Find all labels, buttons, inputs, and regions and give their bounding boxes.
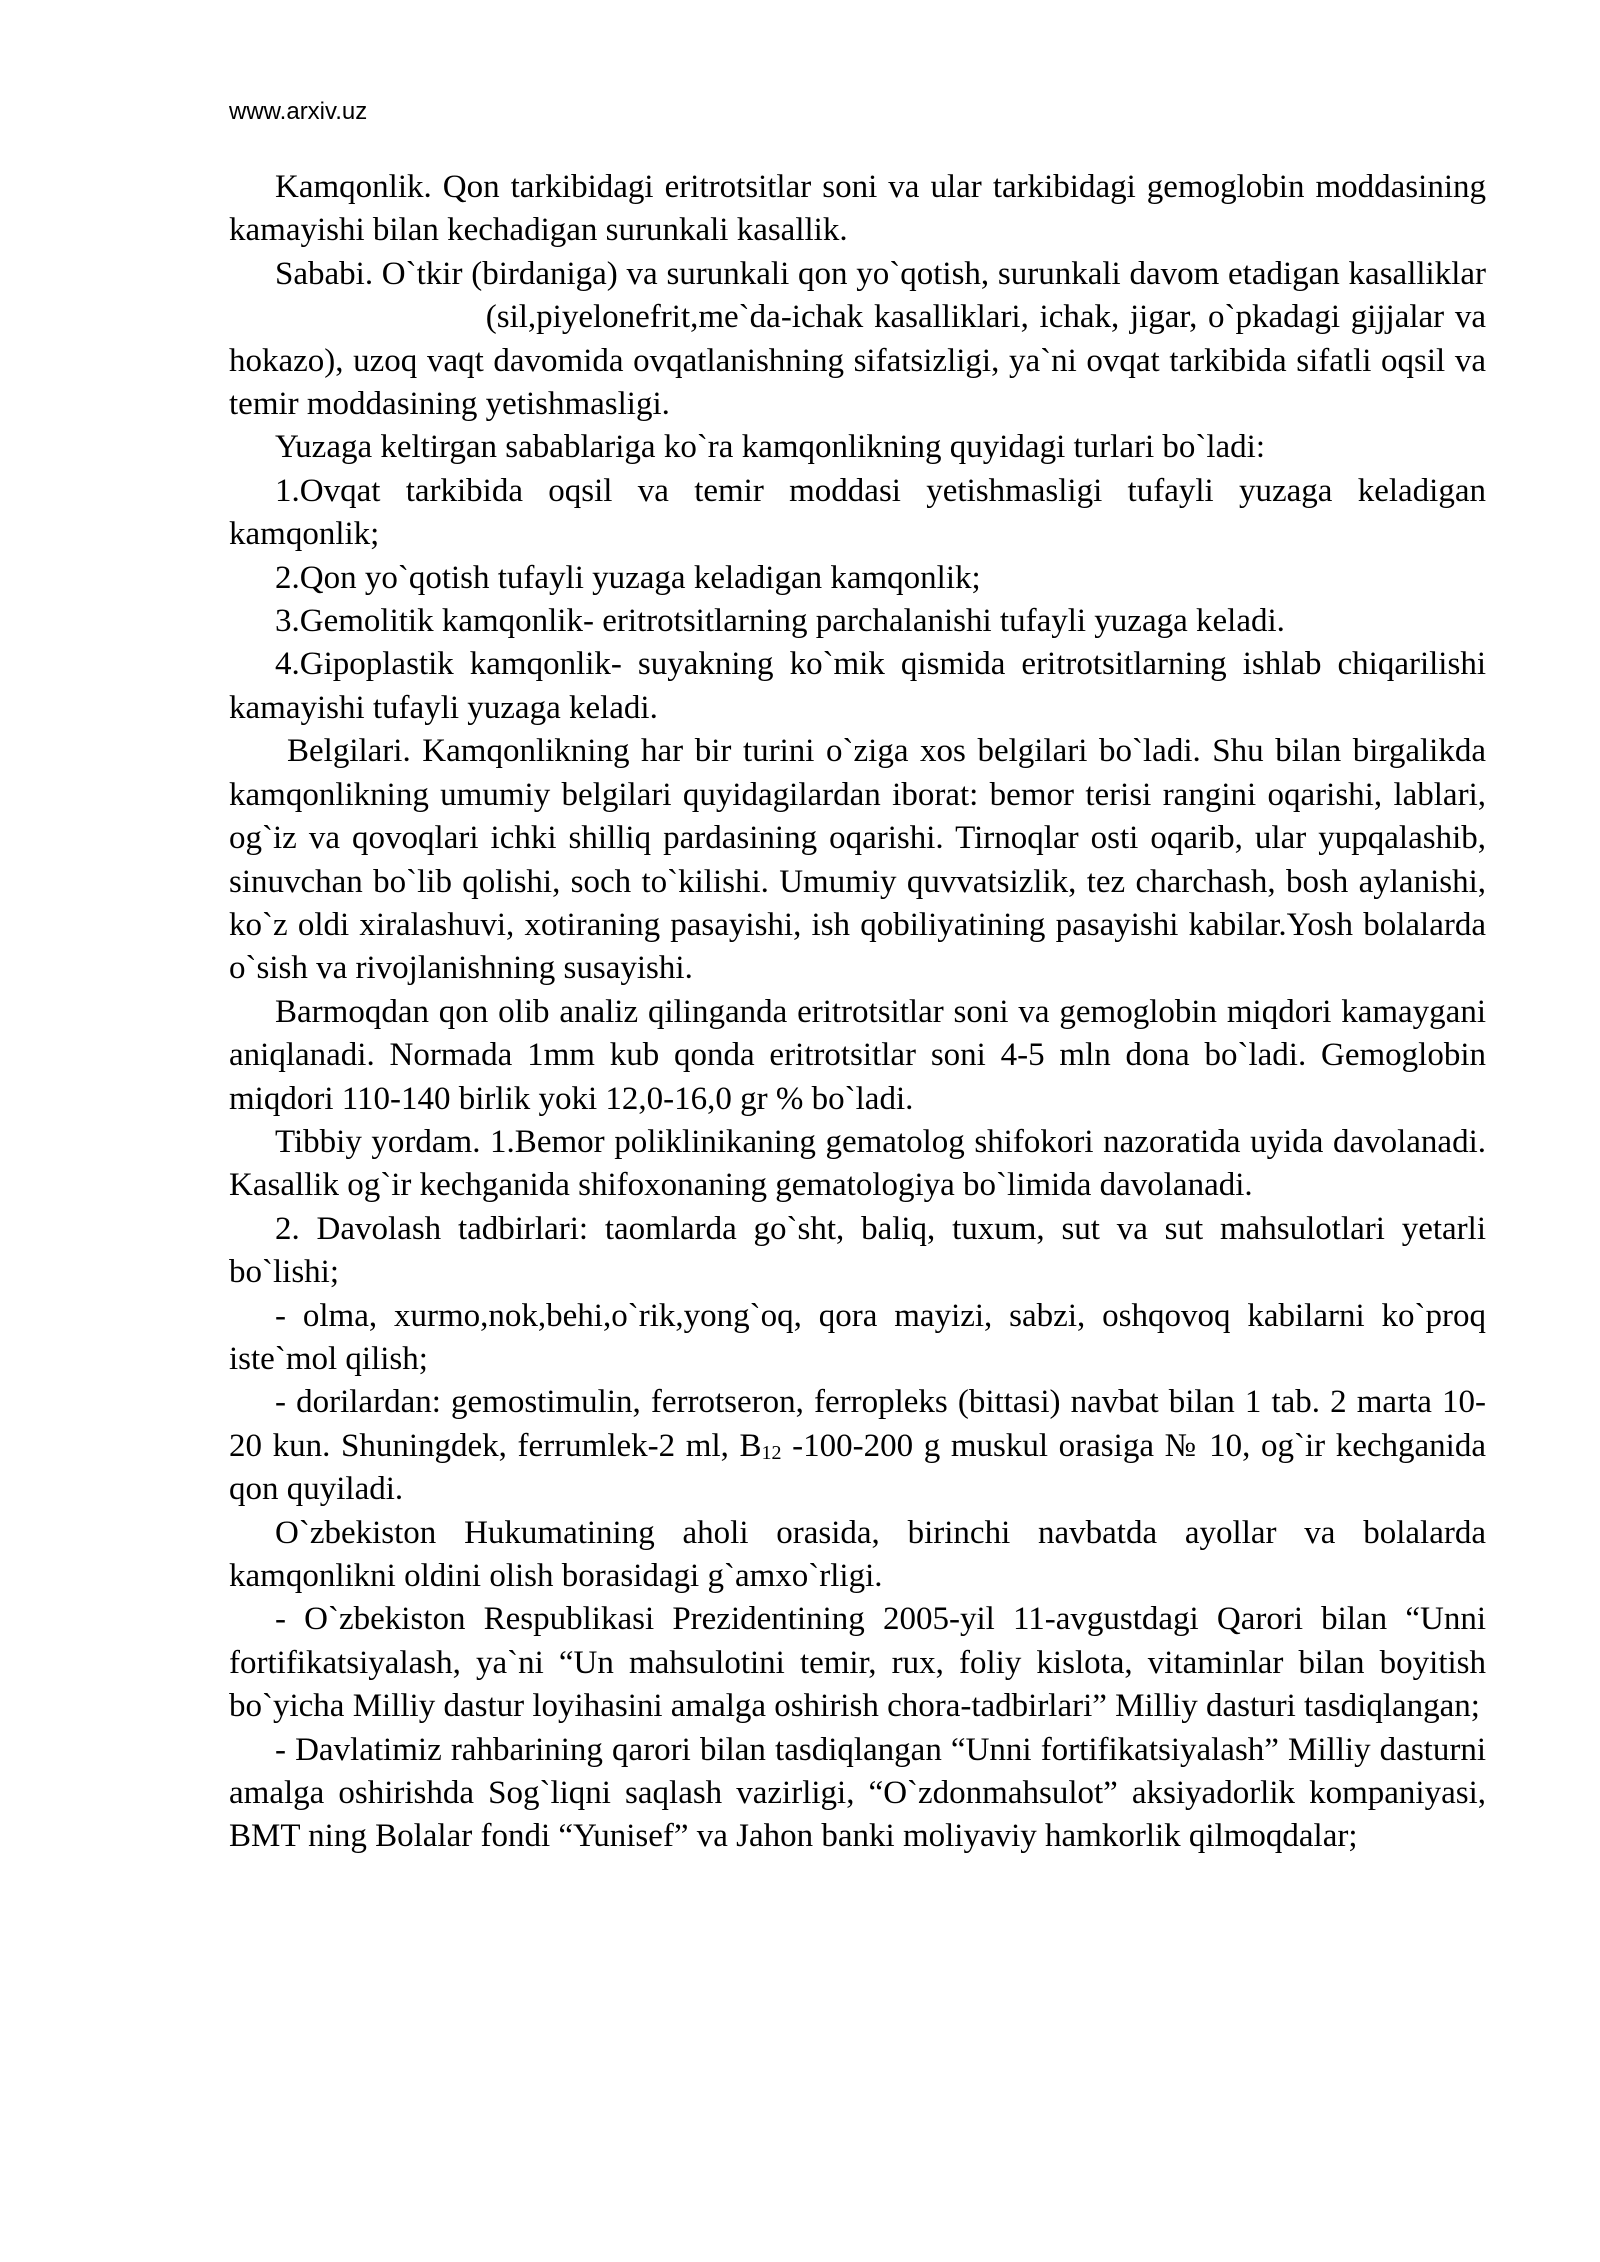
list-item-type-1: 1.Ovqat tarkibida oqsil va temir moddasi yetishmasligi tufayli yuzaga keladigan kamqonlik; (229, 472, 1486, 553)
paragraph-causes (229, 253, 1486, 427)
list-item-type-4: 4.Gipoplastik kamqonlik- suyakning ko`mik qismida eritrotsitlarning ishlab chiqarilishi kamayishi tufayli yuzaga keladi. (229, 646, 1486, 726)
paragraph-government-care: O`zbekiston Hukumatining aholi orasida, birinchi navbatda ayollar va bolalarda kamqonlikni oldini olish borasidagi g`amxo`rligi. (229, 1514, 1486, 1594)
vitamin-subscript: 12 (761, 1441, 782, 1464)
site-header: www.arxiv.uz (229, 98, 368, 125)
paragraph-medical-help: Tibbiy yordam. 1.Bemor poliklinikaning gematolog shifokori nazoratida uyida davolanadi. Kasallik og`ir kechganida shifoxonaning gematologiya bo`limida davolanadi. (229, 1123, 1486, 1204)
causes-text-start: Sababi. O`tkir (birdaniga) va surunkali qon yo`qotish, surunkali davom etadigan kasalliklar (275, 255, 1486, 292)
paragraph-types-intro: Yuzaga keltirgan sabablariga ko`ra kamqonlikning quyidagi turlari bo`ladi: (275, 429, 1266, 466)
list-item-presidential-decree: - O`zbekiston Respublikasi Prezidentining 2005-yil 11-avgustdagi Qarori bilan “Unni fortifikatsiyalash, ya`ni “Un mahsulotini temir, rux, foliy kislota, vitaminlar bilan boyitish bo`yicha Milliy dastur loyihasini amalga oshirish chora-tadbirlari” Milliy dasturi tasdiqlangan; (229, 1601, 1486, 1725)
document-body (229, 166, 1486, 1859)
medicines-text-end: -100-200 g muskul orasiga № 10, og`ir kechganida qon quyiladi. (229, 1427, 1486, 1508)
medicines-text-start: - dorilardan: gemostimulin, ferrotseron, ferropleks (bittasi) navbat bilan 1 tab. 2 marta 10-20 kun. Shuningdek, ferrumlek-2 ml, B (229, 1384, 1486, 1464)
paragraph-treatment: 2. Davolash tadbirlari: taomlarda go`sht, baliq, tuxum, sut va sut mahsulotlari yetarli bo`lishi; (229, 1210, 1486, 1291)
causes-text-end: (sil,piyelonefrit,me`da-ichak kasalliklari, ichak, jigar, o`pkadagi gijjalar va hokazo), uzoq vaqt davomida ovqatlanishning sifatsizligi, ya`ni ovqat tarkibida sifatli oqsil va temir moddasining yetishmasligi. (229, 299, 1486, 423)
paragraph-analysis: Barmoqdan qon olib analiz qilinganda eritrotsitlar soni va gemoglobin miqdori kamaygani aniqlanadi. Normada 1mm kub qonda eritrotsitlar soni 4-5 mln dona bo`ladi. Gemoglobin miqdori 110-140 birlik yoki 12,0-16,0 gr % bo`ladi. (229, 993, 1486, 1117)
list-item-medicines (229, 1381, 1486, 1511)
paragraph-definition: Kamqonlik. Qon tarkibidagi eritrotsitlar soni va ular tarkibidagi gemoglobin moddasining kamayishi bilan kechadigan surunkali kasallik. (229, 169, 1486, 249)
list-item-foods: - olma, xurmo,nok,behi,o`rik,yong`oq, qora mayizi, sabzi, oshqovoq kabilarni ko`proq iste`mol qilish; (229, 1297, 1486, 1377)
list-item-type-3: 3.Gemolitik kamqonlik- eritrotsitlarning parchalanishi tufayli yuzaga keladi. (275, 603, 1285, 640)
paragraph-symptoms: Belgilari. Kamqonlikning har bir turini o`ziga xos belgilari bo`ladi. Shu bilan birgalikda kamqonlikning umumiy belgilari quyidagilardan iborat: bemor terisi rangini oqarishi, lablari, og`iz va qovoqlari ichki shilliq pardasining oqarishi. Tirnoqlar osti oqarib, ular yupqalashib, sinuvchan bo`lib qolishi, soch to`kilishi. Umumiy quvvatsizlik, tez charchash, bosh aylanishi, ko`z oldi xiralashuvi, xotiraning pasayishi, ish qobiliyatining pasayishi kabilar.Yosh bolalarda o`sish va rivojlanishning susayishi. (229, 733, 1486, 987)
list-item-cooperation: - Davlatimiz rahbarining qarori bilan tasdiqlangan “Unni fortifikatsiyalash” Milliy dasturni amalga oshirishda Sog`liqni saqlash vazirligi, “O`zdonmahsulot” aksiyadorlik kompaniyasi, BMT ning Bolalar fondi “Yunisef” va Jahon banki moliyaviy hamkorlik qilmoqdalar; (229, 1731, 1486, 1855)
list-item-type-2: 2.Qon yo`qotish tufayli yuzaga keladigan kamqonlik; (275, 559, 981, 596)
